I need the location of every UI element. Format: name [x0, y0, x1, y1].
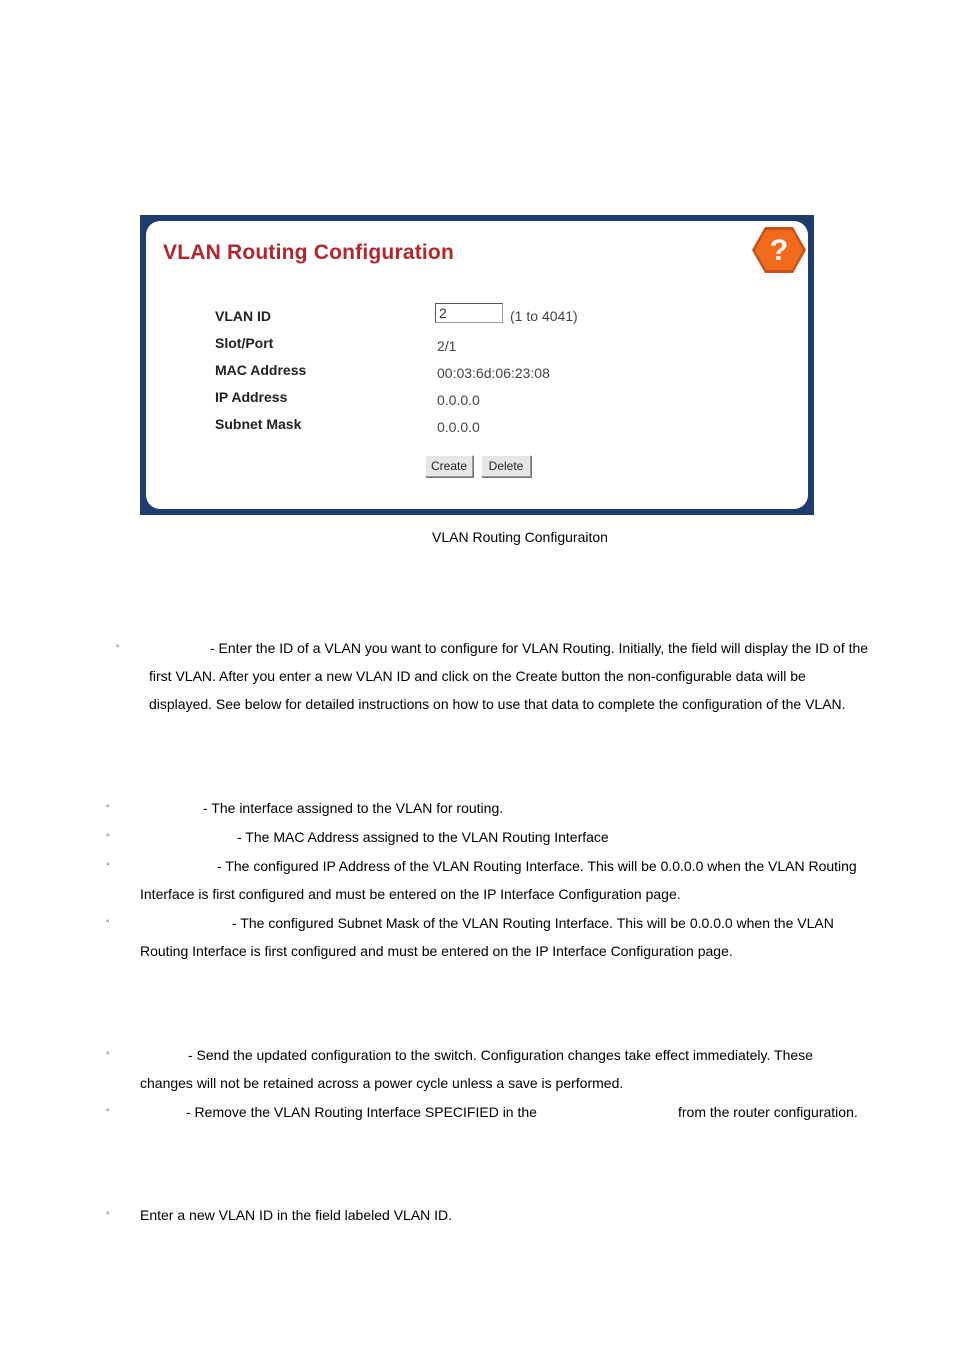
subnet-mask-desc-line1: - The configured Subnet Mask of the VLAN Routing Interface. This will be 0.0.0.0 when the VLAN — [232, 915, 834, 931]
slot-port-label: Slot/Port — [215, 335, 274, 351]
panel-title: VLAN Routing Configuration — [163, 241, 454, 264]
delete-desc-part1: - Remove the VLAN Routing Interface SPECIFIED in the — [186, 1104, 537, 1120]
slot-port-value: 2/1 — [437, 338, 457, 354]
mac-address-desc: - The MAC Address assigned to the VLAN Routing Interface — [237, 829, 609, 845]
bullet: ◦ — [116, 641, 120, 652]
submit-desc-line1: - Send the updated configuration to the switch. Configuration changes take effect immediately. These — [188, 1047, 813, 1063]
bullet: ◦ — [106, 1208, 110, 1219]
ip-address-desc-line2: Interface is first configured and must be entered on the IP Interface Configuration page. — [140, 886, 681, 902]
bullet: ◦ — [106, 830, 110, 841]
delete-button[interactable]: Delete — [481, 455, 531, 477]
create-button[interactable]: Create — [425, 455, 473, 477]
vlan-id-label: VLAN ID — [215, 308, 271, 324]
bullet: ◦ — [106, 1048, 110, 1059]
ip-address-value: 0.0.0.0 — [437, 392, 480, 408]
bullet: ◦ — [106, 916, 110, 927]
delete-desc-part2: from the router configuration. — [678, 1104, 858, 1120]
ip-address-label: IP Address — [215, 389, 288, 405]
bullet: ◦ — [106, 1105, 110, 1116]
subnet-mask-label: Subnet Mask — [215, 416, 302, 432]
mac-address-value: 00:03:6d:06:23:08 — [437, 365, 550, 381]
vlan-id-desc-line1: - Enter the ID of a VLAN you want to configure for VLAN Routing. Initially, the field will display the ID of the — [210, 640, 869, 656]
vlan-id-range-hint: (1 to 4041) — [510, 308, 578, 324]
panel-body — [146, 221, 808, 509]
slot-port-desc: - The interface assigned to the VLAN for routing. — [203, 800, 504, 816]
step-1: Enter a new VLAN ID in the field labeled VLAN ID. — [140, 1207, 453, 1223]
subnet-mask-value: 0.0.0.0 — [437, 419, 480, 435]
subnet-mask-desc-line2: Routing Interface is first configured and must be entered on the IP Interface Configuration page. — [140, 943, 733, 959]
vlan-id-input[interactable]: 2 — [435, 303, 503, 323]
bullet: ◦ — [106, 801, 110, 812]
mac-address-label: MAC Address — [215, 362, 307, 378]
bullet: ◦ — [106, 859, 110, 870]
vlan-id-desc-line3: displayed. See below for detailed instructions on how to use that data to complete the configuration of the VLAN. — [149, 696, 846, 712]
submit-desc-line2: changes will not be retained across a power cycle unless a save is performed. — [140, 1075, 624, 1091]
help-icon[interactable] — [751, 225, 807, 275]
vlan-routing-panel — [140, 215, 814, 515]
ip-address-desc-line1: - The configured IP Address of the VLAN Routing Interface. This will be 0.0.0.0 when the VLAN Routing — [217, 858, 857, 874]
svg-text:?: ? — [769, 234, 789, 267]
figure-caption: VLAN Routing Configuraiton — [432, 529, 608, 545]
vlan-id-desc-line2: first VLAN. After you enter a new VLAN ID and click on the Create button the non-configurable data will be — [149, 668, 806, 684]
